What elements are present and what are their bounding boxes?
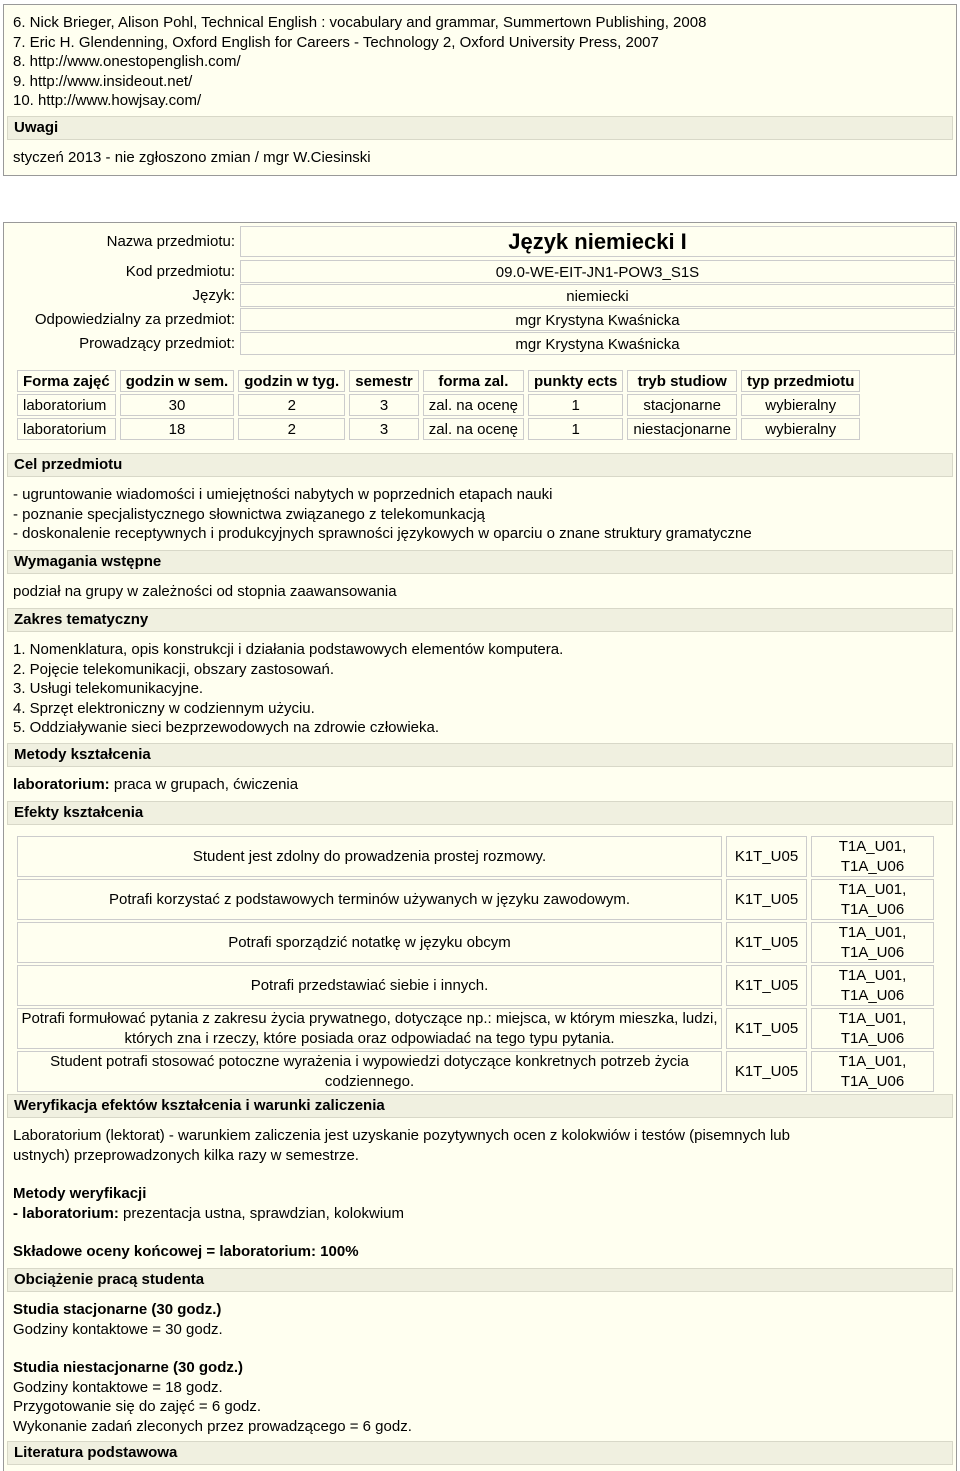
outcome-reference-line: T1A_U06 xyxy=(840,1072,905,1090)
table-header-row xyxy=(17,370,860,392)
course-responsible: mgr Krystyna Kwaśnicka xyxy=(240,308,955,331)
table-cell: 3 xyxy=(349,394,419,416)
course-name: Język niemiecki I xyxy=(240,226,955,257)
outcome-reference-line: T1A_U06 xyxy=(840,986,905,1004)
table-row xyxy=(17,879,934,920)
table-cell: laboratorium xyxy=(17,418,116,440)
outcome-code: K1T_U05 xyxy=(726,879,807,920)
course-language: niemiecki xyxy=(240,284,955,307)
column-header: godzin w sem. xyxy=(120,370,235,392)
table-row xyxy=(17,922,934,963)
table-cell: zal. na ocenę xyxy=(423,418,524,440)
outcome-code: K1T_U05 xyxy=(726,836,807,877)
scope-item: 1. Nomenklatura, opis konstrukcji i działania podstawowych elementów komputera. xyxy=(13,641,564,658)
goal-line: - ugruntowanie wiadomości i umiejętności nabytych w poprzednich etapach nauki xyxy=(13,486,553,503)
course-responsible-label: Odpowiedzialny za przedmiot: xyxy=(34,311,235,328)
table-cell: 1 xyxy=(528,394,623,416)
workload-line: Przygotowanie się do zajęć = 6 godz. xyxy=(13,1398,262,1416)
literature-item: 10. http://www.howjsay.com/ xyxy=(13,92,202,110)
literature-item: 9. http://www.insideout.net/ xyxy=(13,72,193,90)
outcome-reference-line: T1A_U01, xyxy=(838,1053,907,1070)
outcome-reference xyxy=(811,922,934,963)
column-header: Forma zajęć xyxy=(17,370,116,392)
verification-line: Laboratorium (lektorat) - warunkiem zaliczenia jest uzyskanie pozytywnych ocen z kolokwiów i testów (pisemnych lub xyxy=(13,1127,790,1144)
outcome-code: K1T_U05 xyxy=(726,1051,807,1092)
scope-item: 5. Oddziaływanie sieci bezprzewodowych na zdrowie człowieka. xyxy=(13,719,440,737)
goal-line: - poznanie specjalistycznego słownictwa związanego z telekomunkacją xyxy=(13,505,485,523)
outcome-reference-line: T1A_U06 xyxy=(840,1029,905,1047)
verification-text xyxy=(13,1126,790,1165)
table-cell: laboratorium xyxy=(17,394,116,416)
workload-line: Godziny kontaktowe = 18 godz. xyxy=(13,1378,223,1396)
verification-methods xyxy=(13,1184,404,1223)
scope-list xyxy=(13,640,563,738)
course-code-label: Kod przedmiotu: xyxy=(125,263,235,280)
verification-methods-label: - laboratorium: xyxy=(13,1204,119,1222)
table-cell: wybieralny xyxy=(741,418,861,440)
prerequisites-text: podział na grupy w zależności od stopnia zaawansowania xyxy=(13,583,397,600)
column-header: semestr xyxy=(349,370,419,392)
previous-course-section xyxy=(3,4,957,176)
table-row xyxy=(17,1008,934,1049)
course-card xyxy=(3,222,957,1471)
course-responsible-row xyxy=(4,308,958,331)
verification-header: Weryfikacja efektów kształcenia i warunki zaliczenia xyxy=(7,1094,953,1118)
notes-text: styczeń 2013 - nie zgłoszono zmian / mgr W.Ciesinski xyxy=(13,149,371,166)
workload-line: Godziny kontaktowe = 30 godz. xyxy=(13,1320,223,1338)
scope-item: 4. Sprzęt elektroniczny w codziennym użyciu. xyxy=(13,699,315,717)
goal-header: Cel przedmiotu xyxy=(7,453,953,477)
table-cell: 2 xyxy=(238,418,345,440)
outcome-description: Student jest zdolny do prowadzenia prostej rozmowy. xyxy=(17,836,722,877)
workload-line: Wykonanie zadań zleconych przez prowadzącego = 6 godz. xyxy=(13,1417,412,1435)
outcome-code: K1T_U05 xyxy=(726,965,807,1006)
course-lecturer-row xyxy=(4,332,958,355)
outcome-reference xyxy=(811,879,934,920)
course-name-row xyxy=(4,226,958,257)
learning-outcomes-table xyxy=(13,834,938,1094)
course-lecturer-label: Prowadzący przedmiot: xyxy=(79,335,235,352)
column-header: punkty ects xyxy=(528,370,623,392)
prerequisites-header: Wymagania wstępne xyxy=(7,550,953,574)
outcome-reference xyxy=(811,1051,934,1092)
workload-part-time-title: Studia niestacjonarne (30 godz.) xyxy=(13,1359,244,1376)
outcome-code: K1T_U05 xyxy=(726,1008,807,1049)
workload-header: Obciążenie pracą studenta xyxy=(7,1268,953,1292)
outcome-reference-line: T1A_U06 xyxy=(840,857,905,875)
course-language-label: Język: xyxy=(192,287,235,304)
outcome-reference xyxy=(811,1008,934,1049)
outcome-reference-line: T1A_U06 xyxy=(840,900,905,918)
outcome-reference-line: T1A_U01, xyxy=(838,838,907,855)
table-cell: 3 xyxy=(349,418,419,440)
goal-line: - doskonalenie receptywnych i produkcyjnych sprawności językowych w oparciu o znane struktury gramatyczne xyxy=(13,525,752,543)
scope-header: Zakres tematyczny xyxy=(7,608,953,632)
table-cell: 18 xyxy=(120,418,235,440)
outcome-description: Potrafi przedstawiać siebie i innych. xyxy=(17,965,722,1006)
course-lecturer: mgr Krystyna Kwaśnicka xyxy=(240,332,955,355)
teaching-methods-text xyxy=(13,775,298,795)
teaching-methods-header: Metody kształcenia xyxy=(7,743,953,767)
course-name-label: Nazwa przedmiotu: xyxy=(106,233,235,250)
table-cell: 30 xyxy=(120,394,235,416)
outcome-code: K1T_U05 xyxy=(726,922,807,963)
outcome-reference-line: T1A_U01, xyxy=(838,881,907,898)
table-cell: niestacjonarne xyxy=(627,418,737,440)
workload-full-time-title: Studia stacjonarne (30 godz.) xyxy=(13,1301,222,1318)
table-cell: 2 xyxy=(238,394,345,416)
outcome-reference-line: T1A_U01, xyxy=(838,924,907,941)
outcome-reference-line: T1A_U01, xyxy=(838,1010,907,1027)
forms-table xyxy=(13,368,864,442)
table-row xyxy=(17,418,860,440)
literature-list xyxy=(13,13,706,111)
table-cell: zal. na ocenę xyxy=(423,394,524,416)
outcome-reference-line: T1A_U06 xyxy=(840,943,905,961)
outcome-description: Potrafi formułować pytania z zakresu życia prywatnego, dotyczące np.: miejsca, w którym mieszka, ludzi, których zna i rzeczy, które posiada oraz odpowiadać na tego typu pytania. xyxy=(17,1008,722,1049)
course-code-row xyxy=(4,260,958,283)
verification-methods-title: Metody weryfikacji xyxy=(13,1185,147,1202)
teaching-methods-label: laboratorium: xyxy=(13,776,110,793)
course-language-row xyxy=(4,284,958,307)
table-cell: stacjonarne xyxy=(627,394,737,416)
verification-methods-value: prezentacja ustna, sprawdzian, kolokwium xyxy=(118,1204,404,1222)
workload-full-time xyxy=(13,1300,223,1339)
column-header: tryb studiow xyxy=(627,370,737,392)
course-code: 09.0-WE-EIT-JN1-POW3_S1S xyxy=(240,260,955,283)
column-header: typ przedmiotu xyxy=(741,370,861,392)
verification-line: ustnych) przeprowadzonych kilka razy w semestrze. xyxy=(13,1146,359,1164)
table-row xyxy=(17,1051,934,1092)
literature-item: 6. Nick Brieger, Alison Pohl, Technical English : vocabulary and grammar, Summertown Publishing, 2008 xyxy=(13,14,707,31)
final-grade-components: Składowe oceny końcowej = laboratorium: 100% xyxy=(13,1243,359,1260)
outcome-description: Potrafi sporządzić notatkę w języku obcym xyxy=(17,922,722,963)
column-header: godzin w tyg. xyxy=(238,370,345,392)
outcome-reference xyxy=(811,965,934,1006)
outcome-description: Potrafi korzystać z podstawowych terminów używanych w języku zawodowym. xyxy=(17,879,722,920)
table-row xyxy=(17,836,934,877)
notes-header: Uwagi xyxy=(7,116,953,140)
scope-item: 3. Usługi telekomunikacyjne. xyxy=(13,680,204,698)
outcome-description: Student potrafi stosować potoczne wyrażenia i wypowiedzi dotyczące konkretnych potrzeb życia codziennego. xyxy=(17,1051,722,1092)
learning-outcomes-header: Efekty kształcenia xyxy=(7,801,953,825)
scope-item: 2. Pojęcie telekomunikacji, obszary zastosowań. xyxy=(13,660,334,678)
outcome-reference xyxy=(811,836,934,877)
goal-text xyxy=(13,485,752,544)
literature-item: 7. Eric H. Glendenning, Oxford English for Careers - Technology 2, Oxford University Press, 2007 xyxy=(13,33,659,51)
table-row xyxy=(17,394,860,416)
literature-item: 8. http://www.onestopenglish.com/ xyxy=(13,53,241,71)
table-cell: 1 xyxy=(528,418,623,440)
table-row xyxy=(17,965,934,1006)
column-header: forma zal. xyxy=(423,370,524,392)
workload-part-time xyxy=(13,1358,412,1436)
teaching-methods-value: praca w grupach, ćwiczenia xyxy=(109,776,299,793)
literature-header: Literatura podstawowa xyxy=(7,1441,953,1465)
outcome-reference-line: T1A_U01, xyxy=(838,967,907,984)
table-cell: wybieralny xyxy=(741,394,861,416)
